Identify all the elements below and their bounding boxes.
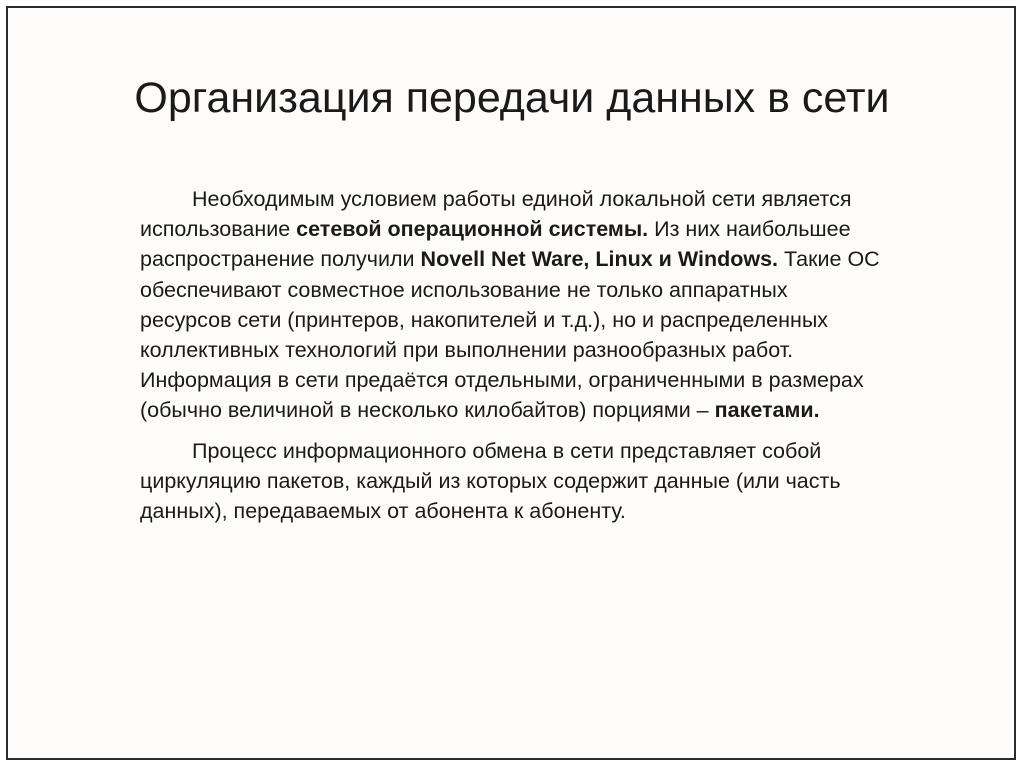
slide-title: Организация передачи данных в сети	[134, 74, 890, 122]
paragraph-1	[140, 184, 880, 426]
paragraph-1-bold-os-list: Novell Net Ware, Linux и Windows.	[420, 247, 779, 272]
slide-body	[140, 184, 880, 526]
paragraph-1-bold-network-os: сетевой операционной системы.	[296, 217, 649, 242]
paragraph-1-text-c: Такие ОС обеспечивают совместное использование не только аппаратных ресурсов сети (принтеров, накопителей и т.д.), но и распределенных коллективных технологий при выполнении разнообразных работ. Информация в сети предаётся отдельными, ограниченными в размерах (обычно величиной в несколько килобайтов) порциями –	[140, 247, 880, 423]
paragraph-1-text-b: Из них наибольшее распространение получили	[140, 217, 851, 272]
paragraph-2: Процесс информационного обмена в сети представляет собой циркуляцию пакетов, каждый из которых содержит данные (или часть данных), передаваемых от абонента к абоненту.	[140, 438, 841, 524]
paragraph-1-text-a: Необходимым условием работы единой локальной сети является использование	[140, 187, 852, 242]
paragraph-1-bold-packets: пакетами.	[714, 398, 820, 423]
